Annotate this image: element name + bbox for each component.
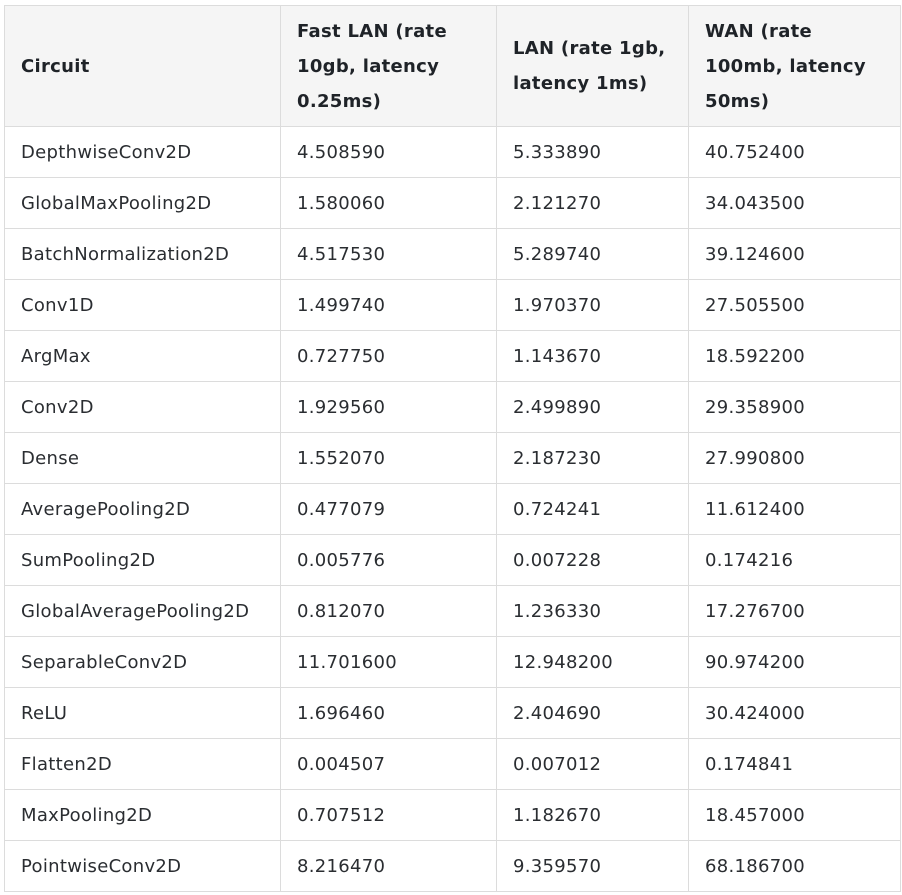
- cell-wan: 18.592200: [689, 331, 901, 382]
- table-row: [5, 637, 901, 688]
- cell-wan: 39.124600: [689, 229, 901, 280]
- cell-wan: 0.174216: [689, 535, 901, 586]
- table-row: [5, 229, 901, 280]
- cell-fast-lan: 0.707512: [281, 790, 497, 841]
- cell-fast-lan: 0.477079: [281, 484, 497, 535]
- header-circuit: Circuit: [5, 6, 281, 127]
- cell-lan: 9.359570: [497, 841, 689, 892]
- table-row: [5, 535, 901, 586]
- table-row: [5, 841, 901, 892]
- cell-fast-lan: 0.005776: [281, 535, 497, 586]
- cell-circuit: SeparableConv2D: [5, 637, 281, 688]
- cell-lan: 2.187230: [497, 433, 689, 484]
- cell-wan: 27.505500: [689, 280, 901, 331]
- cell-circuit: ReLU: [5, 688, 281, 739]
- cell-wan: 11.612400: [689, 484, 901, 535]
- cell-lan: 1.182670: [497, 790, 689, 841]
- cell-fast-lan: 4.508590: [281, 127, 497, 178]
- table-row: [5, 280, 901, 331]
- cell-wan: 29.358900: [689, 382, 901, 433]
- cell-circuit: GlobalAveragePooling2D: [5, 586, 281, 637]
- cell-lan: 2.121270: [497, 178, 689, 229]
- cell-circuit: Flatten2D: [5, 739, 281, 790]
- table-row: [5, 382, 901, 433]
- cell-circuit: GlobalMaxPooling2D: [5, 178, 281, 229]
- cell-lan: 5.333890: [497, 127, 689, 178]
- cell-fast-lan: 1.580060: [281, 178, 497, 229]
- cell-lan: 5.289740: [497, 229, 689, 280]
- cell-lan: 12.948200: [497, 637, 689, 688]
- cell-wan: 30.424000: [689, 688, 901, 739]
- cell-fast-lan: 1.696460: [281, 688, 497, 739]
- cell-wan: 40.752400: [689, 127, 901, 178]
- table-row: [5, 331, 901, 382]
- cell-lan: 0.007228: [497, 535, 689, 586]
- table-row: [5, 178, 901, 229]
- cell-wan: 68.186700: [689, 841, 901, 892]
- table-row: [5, 739, 901, 790]
- header-wan: WAN (rate 100mb, latency 50ms): [689, 6, 901, 127]
- table-row: [5, 790, 901, 841]
- benchmark-table: [4, 5, 901, 892]
- cell-lan: 1.143670: [497, 331, 689, 382]
- cell-fast-lan: 1.499740: [281, 280, 497, 331]
- table-row: [5, 688, 901, 739]
- cell-wan: 34.043500: [689, 178, 901, 229]
- cell-wan: 90.974200: [689, 637, 901, 688]
- table-body: [5, 127, 901, 892]
- cell-fast-lan: 11.701600: [281, 637, 497, 688]
- cell-fast-lan: 4.517530: [281, 229, 497, 280]
- cell-fast-lan: 8.216470: [281, 841, 497, 892]
- cell-lan: 0.007012: [497, 739, 689, 790]
- table-row: [5, 586, 901, 637]
- cell-lan: 0.724241: [497, 484, 689, 535]
- header-row: [5, 6, 901, 127]
- cell-wan: 27.990800: [689, 433, 901, 484]
- cell-fast-lan: 1.929560: [281, 382, 497, 433]
- table-row: [5, 484, 901, 535]
- cell-circuit: MaxPooling2D: [5, 790, 281, 841]
- cell-lan: 1.970370: [497, 280, 689, 331]
- benchmark-table-container: [4, 5, 900, 892]
- cell-circuit: ArgMax: [5, 331, 281, 382]
- cell-fast-lan: 0.004507: [281, 739, 497, 790]
- table-header: [5, 6, 901, 127]
- header-fast-lan: Fast LAN (rate 10gb, latency 0.25ms): [281, 6, 497, 127]
- cell-circuit: DepthwiseConv2D: [5, 127, 281, 178]
- cell-fast-lan: 1.552070: [281, 433, 497, 484]
- cell-circuit: Conv1D: [5, 280, 281, 331]
- cell-circuit: BatchNormalization2D: [5, 229, 281, 280]
- cell-fast-lan: 0.812070: [281, 586, 497, 637]
- table-row: [5, 127, 901, 178]
- cell-circuit: AveragePooling2D: [5, 484, 281, 535]
- cell-lan: 2.404690: [497, 688, 689, 739]
- cell-wan: 17.276700: [689, 586, 901, 637]
- cell-lan: 2.499890: [497, 382, 689, 433]
- cell-circuit: PointwiseConv2D: [5, 841, 281, 892]
- cell-circuit: SumPooling2D: [5, 535, 281, 586]
- cell-lan: 1.236330: [497, 586, 689, 637]
- cell-wan: 0.174841: [689, 739, 901, 790]
- table-row: [5, 433, 901, 484]
- cell-circuit: Dense: [5, 433, 281, 484]
- cell-wan: 18.457000: [689, 790, 901, 841]
- cell-circuit: Conv2D: [5, 382, 281, 433]
- header-lan: LAN (rate 1gb, latency 1ms): [497, 6, 689, 127]
- cell-fast-lan: 0.727750: [281, 331, 497, 382]
